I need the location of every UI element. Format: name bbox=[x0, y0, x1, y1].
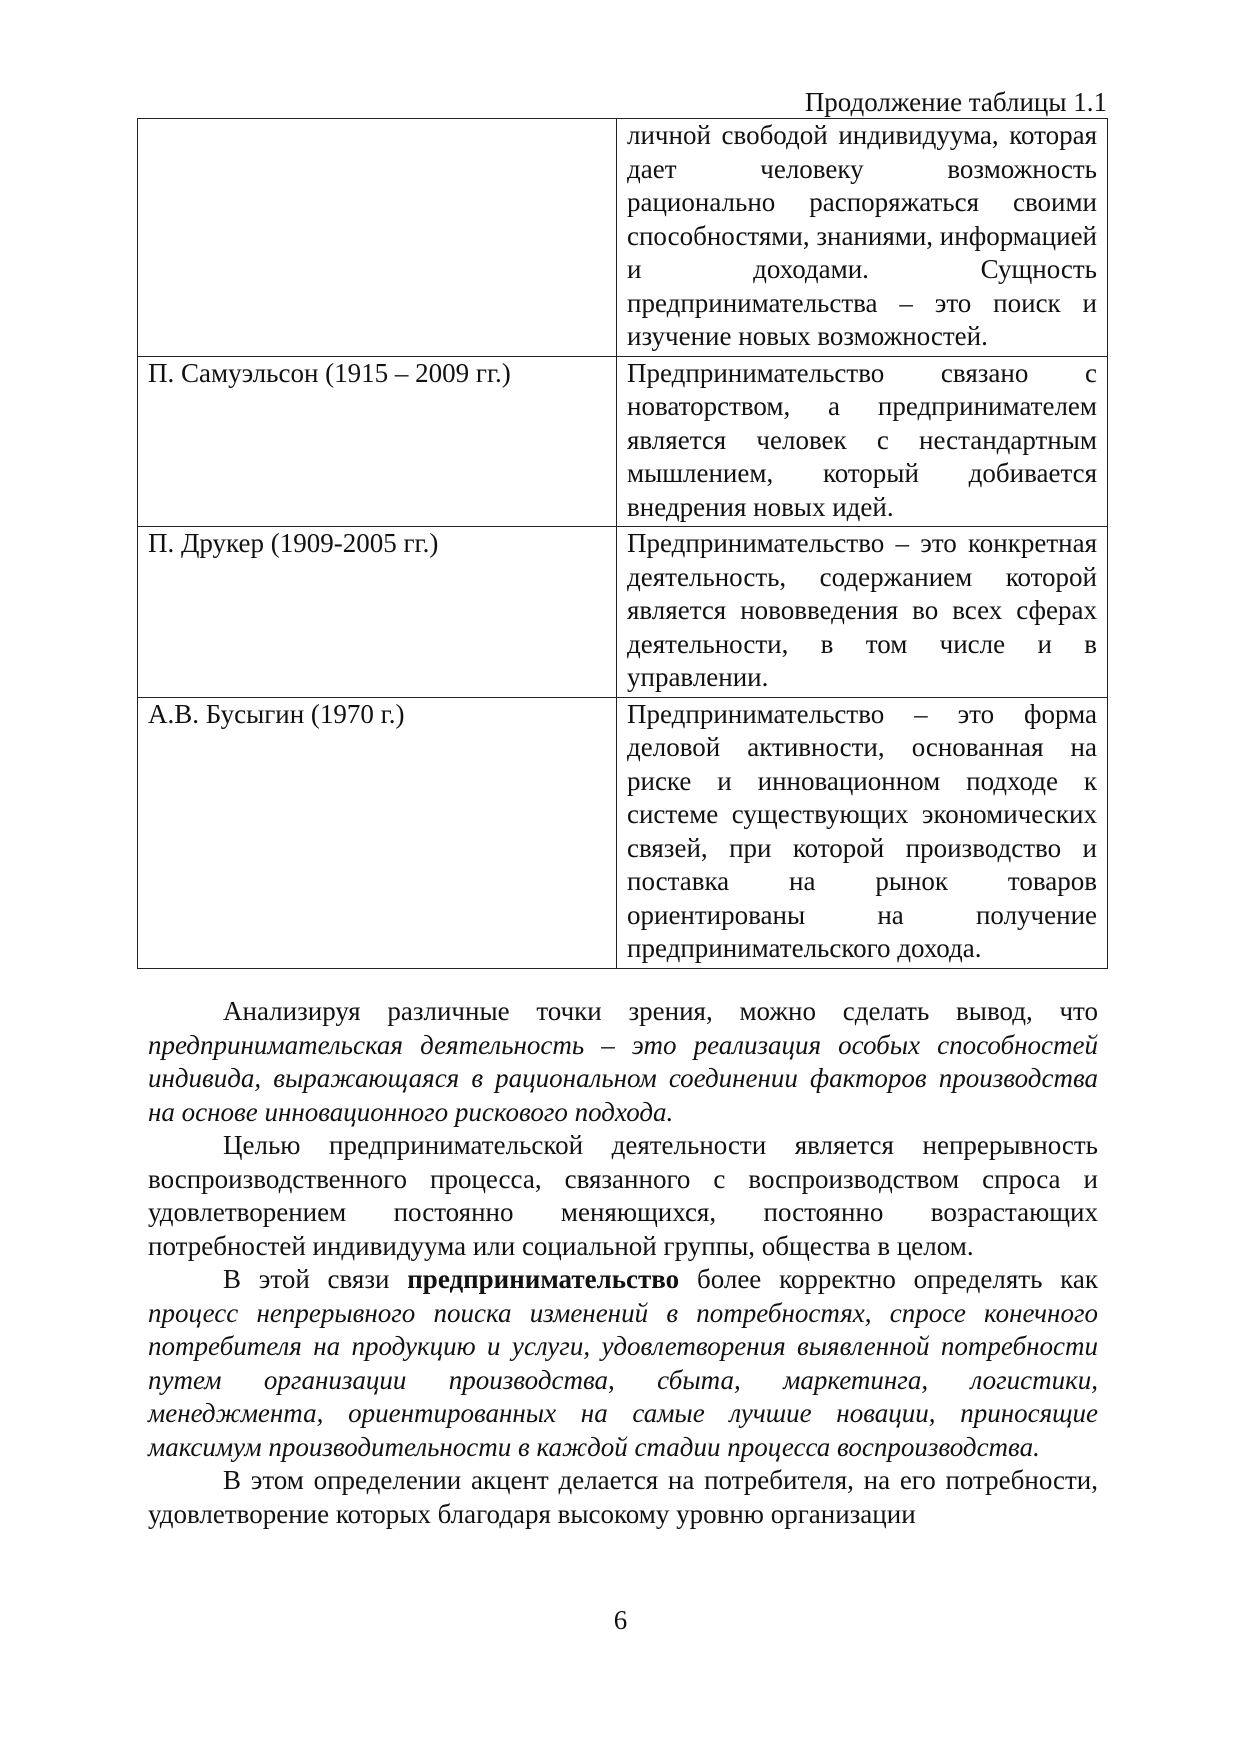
paragraph-middle: более корректно определять как bbox=[679, 1264, 1098, 1294]
definition-cell: личной свободой индивидуума, которая дает человеку возможность рационально распоряжаться своими способностями, знаниями, информацией и доходами. Сущность предпринимательства – это поиск и изучение новых возможностей. bbox=[617, 119, 1108, 357]
table-row bbox=[138, 119, 1108, 357]
term-bold: предпринимательство bbox=[407, 1264, 680, 1294]
definition-cell: Предпринимательство связано с новаторством, а предпринимателем является человек с нестандартным мышлением, который добивается внедрения новых идей. bbox=[617, 356, 1108, 527]
table-caption: Продолжение таблицы 1.1 bbox=[804, 87, 1107, 117]
table-row bbox=[138, 697, 1108, 968]
author-cell: А.В. Бусыгин (1970 г.) bbox=[138, 697, 617, 968]
table-row bbox=[138, 527, 1108, 698]
definitions-table bbox=[137, 118, 1108, 969]
definition-cell: Предпринимательство – это конкретная деятельность, содержанием которой является нововведения во всех сферах деятельности, в том числе и в управлении. bbox=[617, 527, 1108, 698]
paragraph-text: В этом определении акцент делается на потребителя, на его потребности, удовлетворение которых благодаря высокому уровню организации bbox=[148, 1465, 1098, 1529]
paragraph-goal bbox=[148, 1129, 1098, 1263]
paragraph-lead: В этой связи bbox=[223, 1264, 408, 1294]
author-cell: П. Самуэльсон (1915 – 2009 гг.) bbox=[138, 356, 617, 527]
paragraph-accent bbox=[148, 1464, 1098, 1531]
definition-italic: предпринимательская деятельность – это реализация особых способностей индивида, выражающаяся в рациональном соединении факторов производства на основе инновационного рискового подхода. bbox=[148, 1029, 1098, 1127]
body-text bbox=[148, 995, 1098, 1531]
table-row bbox=[138, 356, 1108, 527]
paragraph-definition bbox=[148, 1263, 1098, 1464]
author-cell: П. Друкер (1909-2005 гг.) bbox=[138, 527, 617, 698]
page-number: 6 bbox=[613, 1605, 628, 1635]
paragraph-conclusion bbox=[148, 995, 1098, 1129]
definition-cell: Предпринимательство – это форма деловой активности, основанная на риске и инновационном подходе к системе существующих экономических связей, при которой производство и поставка на рынок товаров ориентированы на получение предпринимательского дохода. bbox=[617, 697, 1108, 968]
paragraph-lead: Анализируя различные точки зрения, можно сделать вывод, что bbox=[223, 996, 1098, 1026]
author-cell bbox=[138, 119, 617, 357]
paragraph-text: Целью предпринимательской деятельности является непрерывность воспроизводственного процесса, связанного с воспроизводством спроса и удовлетворением постоянно меняющихся, постоянно возрастающих потребностей индивидуума или социальной группы, общества в целом. bbox=[148, 1130, 1098, 1261]
definition-italic: процесс непрерывного поиска изменений в потребностях, спросе конечного потребителя на продукцию и услуги, удовлетворения выявленной потребности путем организации производства, сбыта, маркетинга, логистики, менеджмента, ориентированных на самые лучшие новации, приносящие максимум производительности в каждой стадии процесса воспроизводства. bbox=[148, 1297, 1098, 1462]
